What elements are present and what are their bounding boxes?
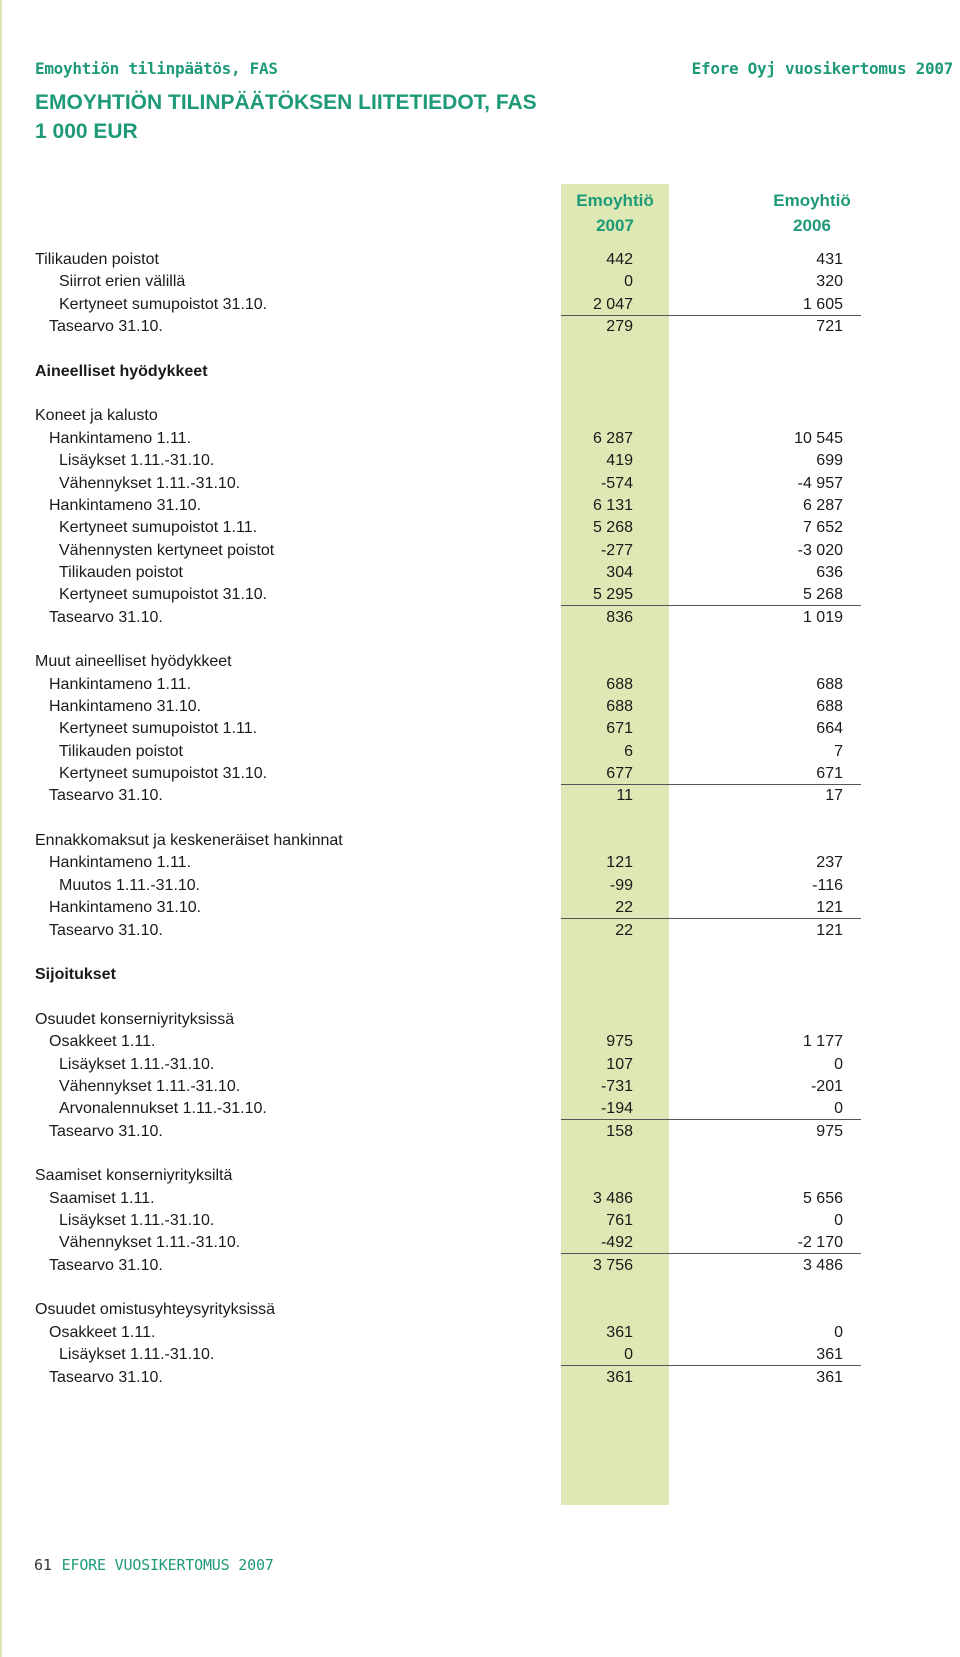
value-2007: 419 xyxy=(606,452,633,470)
value-2007: 6 xyxy=(624,742,633,760)
value-2007: 5 295 xyxy=(592,586,633,604)
report-header: Efore Oyj vuosikertomus 2007 xyxy=(691,59,953,78)
table-row xyxy=(0,1097,960,1120)
table-row xyxy=(0,337,960,360)
value-2007: 22 xyxy=(615,921,633,939)
value-2007: 677 xyxy=(606,765,633,783)
value-2007: 0 xyxy=(624,273,633,291)
value-2007: 3 486 xyxy=(592,1189,633,1207)
value-2007: 304 xyxy=(606,563,633,581)
value-2006: 5 656 xyxy=(802,1189,843,1207)
row-label: Lisäykset 1.11.-31.10. xyxy=(59,1346,215,1364)
value-2007: 6 287 xyxy=(592,429,633,447)
value-2006: 688 xyxy=(816,675,843,693)
footer-text: EFORE VUOSIKERTOMUS 2007 xyxy=(61,1556,274,1574)
table-row xyxy=(0,628,960,651)
row-label: Tasearvo 31.10. xyxy=(49,787,163,805)
value-2007: 5 268 xyxy=(592,519,633,537)
table-row xyxy=(0,1164,960,1187)
table-row xyxy=(0,1298,960,1321)
row-label: Koneet ja kalusto xyxy=(35,407,158,425)
row-label: Kertyneet sumupoistot 1.11. xyxy=(59,720,258,738)
table-row xyxy=(0,606,960,629)
value-2006: -3 020 xyxy=(797,541,843,559)
row-label: Osuudet omistusyhteysyrityksissä xyxy=(35,1301,276,1319)
value-2007: 688 xyxy=(606,675,633,693)
table-row xyxy=(0,1008,960,1031)
value-2007: -99 xyxy=(609,876,633,894)
value-2006: 361 xyxy=(816,1346,843,1364)
table-row xyxy=(0,539,960,562)
value-2006: 0 xyxy=(834,1212,843,1230)
value-2006: 721 xyxy=(816,318,843,336)
table-row xyxy=(0,315,960,338)
row-label: Tasearvo 31.10. xyxy=(49,921,163,939)
value-2006: 7 xyxy=(834,742,843,760)
table-row xyxy=(0,583,960,606)
value-2006: 121 xyxy=(816,921,843,939)
page-number: 61 xyxy=(34,1556,52,1574)
value-2006: 664 xyxy=(816,720,843,738)
table-row xyxy=(0,762,960,785)
value-2006: -201 xyxy=(810,1077,843,1095)
section-header: Emoyhtiön tilinpäätös, FAS xyxy=(35,59,278,78)
value-2007: 6 131 xyxy=(592,496,633,514)
table-row xyxy=(0,248,960,271)
value-2007: 107 xyxy=(606,1055,633,1073)
table-row xyxy=(0,695,960,718)
table-row xyxy=(0,1075,960,1098)
value-2006: 0 xyxy=(834,1323,843,1341)
value-2006: 671 xyxy=(816,765,843,783)
row-label: Vähennykset 1.11.-31.10. xyxy=(59,1077,241,1095)
row-label: Saamiset konserniyrityksiltä xyxy=(35,1167,233,1185)
row-label: Kertyneet sumupoistot 1.11. xyxy=(59,519,258,537)
row-label: Vähennykset 1.11.-31.10. xyxy=(59,474,241,492)
row-label: Vähennysten kertyneet poistot xyxy=(59,541,275,559)
column-header-2006-line1: Emoyhtiö xyxy=(773,191,851,210)
row-label: Osuudet konserniyrityksissä xyxy=(35,1010,235,1028)
table-row xyxy=(0,561,960,584)
value-2006: 0 xyxy=(834,1055,843,1073)
value-2006: 5 268 xyxy=(802,586,843,604)
value-2006: 10 545 xyxy=(794,429,843,447)
row-label: Siirrot erien välillä xyxy=(59,273,186,291)
column-header-2007-year: 2007 xyxy=(596,216,634,235)
value-2007: 121 xyxy=(606,854,633,872)
column-header-2007-line1: Emoyhtiö xyxy=(576,191,654,210)
value-2006: 688 xyxy=(816,698,843,715)
row-label: Vähennykset 1.11.-31.10. xyxy=(59,1234,241,1252)
table-row xyxy=(0,427,960,450)
value-2006: 361 xyxy=(816,1368,843,1386)
table-row xyxy=(0,1030,960,1053)
column-header-2006 xyxy=(752,188,872,238)
value-2006: 320 xyxy=(816,273,843,291)
row-label: Tasearvo 31.10. xyxy=(49,608,163,626)
value-2006: 975 xyxy=(816,1122,843,1140)
value-2007: 0 xyxy=(624,1346,633,1364)
value-2007: 2 047 xyxy=(592,295,633,313)
table-row xyxy=(0,1142,960,1165)
value-2006: 17 xyxy=(825,787,843,805)
row-label: Hankintameno 31.10. xyxy=(49,698,202,715)
row-label: Saamiset 1.11. xyxy=(49,1189,155,1207)
table-row xyxy=(0,360,960,383)
row-label: Tilikauden poistot xyxy=(59,742,183,760)
value-2007: 836 xyxy=(606,608,633,626)
value-2007: 11 xyxy=(616,787,633,805)
value-2006: 3 486 xyxy=(802,1256,843,1274)
table-row xyxy=(0,1231,960,1254)
value-2007: 361 xyxy=(606,1323,633,1341)
table-row xyxy=(0,986,960,1009)
value-2006: 431 xyxy=(816,251,843,268)
table-row xyxy=(0,270,960,293)
page-title xyxy=(35,88,537,146)
table-row xyxy=(0,650,960,673)
table-row xyxy=(0,673,960,696)
row-label: Osakkeet 1.11. xyxy=(49,1323,156,1341)
row-label: Kertyneet sumupoistot 31.10. xyxy=(59,295,268,313)
section-heading: Aineelliset hyödykkeet xyxy=(35,362,208,380)
value-2007: 22 xyxy=(615,899,633,917)
table-row xyxy=(0,472,960,495)
value-2006: -2 170 xyxy=(797,1234,843,1252)
value-2007: 442 xyxy=(606,251,633,268)
value-2006: 121 xyxy=(816,899,843,917)
table-row xyxy=(0,449,960,472)
table-row xyxy=(0,896,960,919)
value-2007: 975 xyxy=(606,1033,633,1051)
value-2006: 237 xyxy=(816,854,843,872)
value-2006: 699 xyxy=(816,452,843,470)
table-row xyxy=(0,874,960,897)
row-label: Arvonalennukset 1.11.-31.10. xyxy=(59,1100,267,1118)
page-title-line1: EMOYHTIÖN TILINPÄÄTÖKSEN LIITETIEDOT, FAS xyxy=(35,91,537,114)
row-label: Osakkeet 1.11. xyxy=(49,1033,156,1051)
row-label: Hankintameno 1.11. xyxy=(49,429,192,447)
section-heading: Sijoitukset xyxy=(35,966,116,984)
value-2007: 279 xyxy=(606,318,633,336)
value-2006: 1 177 xyxy=(802,1033,843,1051)
table-row xyxy=(0,717,960,740)
row-label: Lisäykset 1.11.-31.10. xyxy=(59,1212,215,1230)
table-row xyxy=(0,494,960,517)
table-row xyxy=(0,404,960,427)
value-2007: 158 xyxy=(606,1122,633,1140)
row-label: Kertyneet sumupoistot 31.10. xyxy=(59,586,268,604)
row-label: Kertyneet sumupoistot 31.10. xyxy=(59,765,268,783)
table-row xyxy=(0,919,960,942)
row-label: Tasearvo 31.10. xyxy=(49,318,163,336)
table-row xyxy=(0,1343,960,1366)
row-label: Tasearvo 31.10. xyxy=(49,1256,163,1274)
table-row xyxy=(0,740,960,763)
row-label: Hankintameno 1.11. xyxy=(49,675,192,693)
value-2007: -277 xyxy=(600,541,633,559)
value-2007: -574 xyxy=(600,474,633,492)
table-row xyxy=(0,1276,960,1299)
table-row xyxy=(0,1321,960,1344)
value-2007: 761 xyxy=(606,1212,633,1230)
page-footer xyxy=(34,1556,274,1574)
row-label: Hankintameno 31.10. xyxy=(49,899,202,917)
value-2006: -116 xyxy=(812,876,843,894)
table-row xyxy=(0,1053,960,1076)
value-2007: 671 xyxy=(606,720,633,738)
value-2006: 0 xyxy=(834,1100,843,1118)
table-row xyxy=(0,1187,960,1210)
value-2007: 688 xyxy=(606,698,633,715)
column-header-2006-year: 2006 xyxy=(793,216,831,235)
table-row xyxy=(0,963,960,986)
table-row xyxy=(0,516,960,539)
row-label: Tilikauden poistot xyxy=(59,563,183,581)
value-2006: 636 xyxy=(816,563,843,581)
row-label: Muut aineelliset hyödykkeet xyxy=(35,653,232,671)
value-2007: -492 xyxy=(600,1234,633,1252)
table-row xyxy=(0,1120,960,1143)
value-2007: -194 xyxy=(600,1100,633,1118)
value-2006: 6 287 xyxy=(802,496,843,514)
row-label: Lisäykset 1.11.-31.10. xyxy=(59,1055,215,1073)
table-row xyxy=(0,1209,960,1232)
value-2006: -4 957 xyxy=(797,474,843,492)
row-label: Hankintameno 1.11. xyxy=(49,854,192,872)
row-label: Ennakkomaksut ja keskeneräiset hankinnat xyxy=(35,832,343,850)
row-label: Tasearvo 31.10. xyxy=(49,1368,163,1386)
table-row xyxy=(0,382,960,405)
value-2007: 3 756 xyxy=(592,1256,633,1274)
row-label: Tilikauden poistot xyxy=(35,251,159,268)
table-row xyxy=(0,807,960,830)
value-2006: 1 605 xyxy=(802,295,843,313)
table-row xyxy=(0,784,960,807)
table-row xyxy=(0,851,960,874)
row-label: Tasearvo 31.10. xyxy=(49,1122,163,1140)
table-row xyxy=(0,941,960,964)
page-title-line2: 1 000 EUR xyxy=(35,120,138,143)
table-row xyxy=(0,293,960,316)
value-2007: 361 xyxy=(606,1368,633,1386)
row-label: Lisäykset 1.11.-31.10. xyxy=(59,452,215,470)
value-2007: -731 xyxy=(600,1077,633,1095)
column-header-2007 xyxy=(561,188,669,238)
row-label: Muutos 1.11.-31.10. xyxy=(59,876,201,894)
row-label: Hankintameno 31.10. xyxy=(49,496,202,514)
table-row xyxy=(0,829,960,852)
value-2006: 7 652 xyxy=(802,519,843,537)
table-row xyxy=(0,1366,960,1389)
table-row xyxy=(0,1254,960,1277)
value-2006: 1 019 xyxy=(802,608,843,626)
